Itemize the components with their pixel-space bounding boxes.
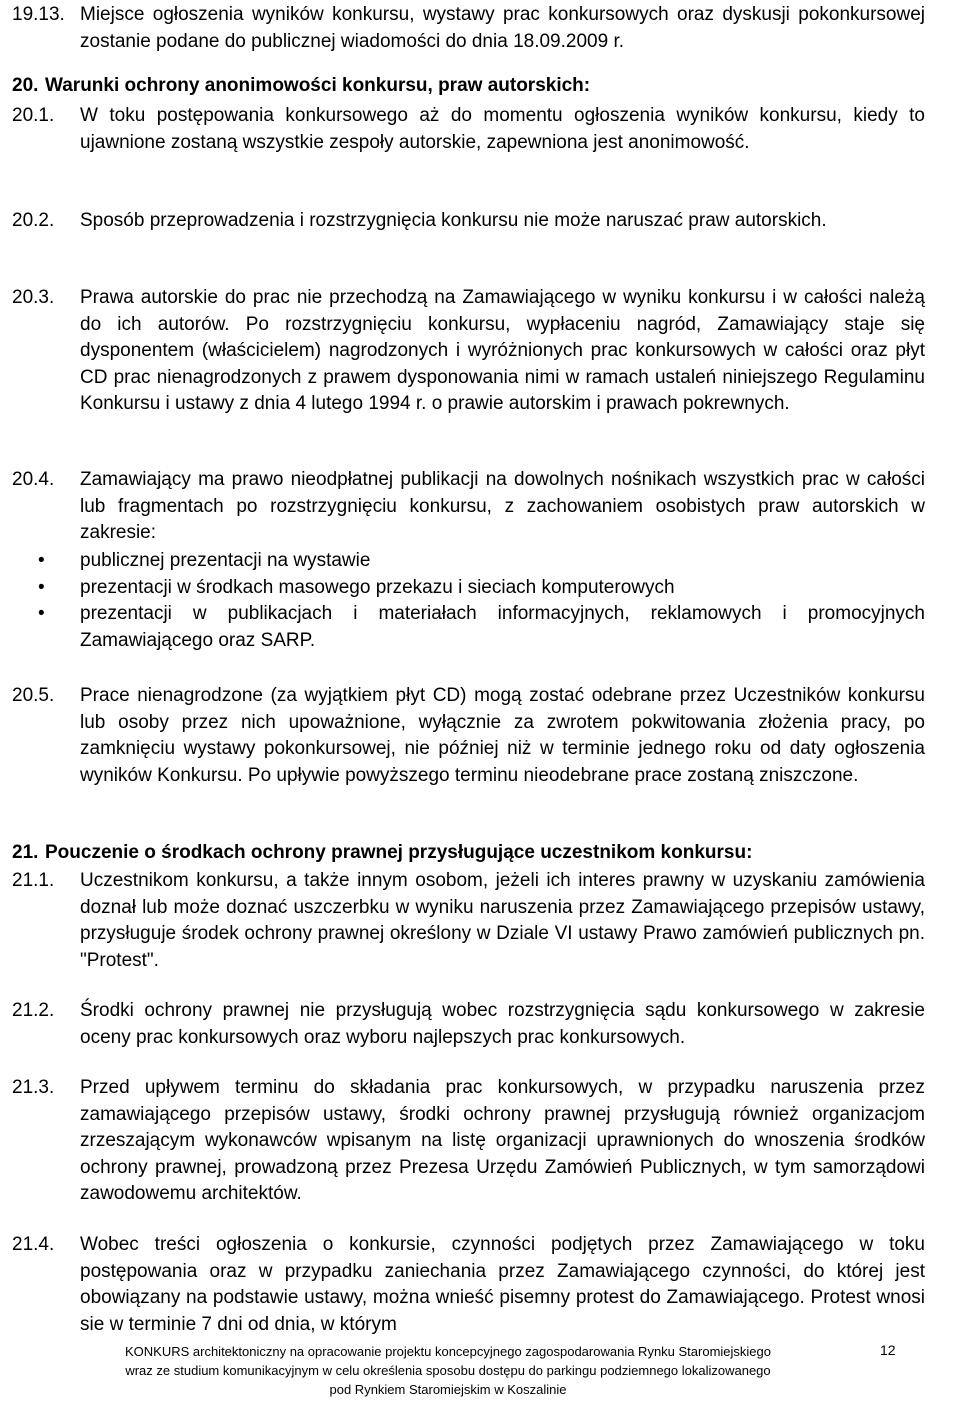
section-20-1 bbox=[12, 103, 925, 156]
section-number: 20.1. bbox=[12, 105, 55, 126]
section-19-13 bbox=[12, 2, 925, 55]
section-21-1 bbox=[12, 868, 925, 974]
section-text: Uczestnikom konkursu, a także innym osobom, jeżeli ich interes prawny w uzyskaniu zamówienia doznał lub może doznać uszczerbku w wyniku naruszenia przez Zamawiającego przepisów ustawy, przysługuje środek ochrony prawnej określony w Dziale VI ustawy Prawo zamówień publicznych pn. "Protest". bbox=[80, 870, 925, 971]
section-21-2 bbox=[12, 998, 925, 1051]
footer-line: pod Rynkiem Staromiejskim w Koszalinie bbox=[329, 1382, 567, 1397]
section-title: Warunki ochrony anonimowości konkursu, praw autorskich: bbox=[45, 75, 591, 96]
footer-line: KONKURS architektoniczny na opracowanie projektu koncepcyjnego zagospodarowania Rynku Staromiejskiego bbox=[124, 1344, 771, 1359]
section-number: 21.3. bbox=[12, 1077, 55, 1098]
list-item-text: prezentacji w środkach masowego przekazu i sieciach komputerowych bbox=[80, 576, 675, 598]
section-21-3 bbox=[12, 1075, 925, 1208]
section-number: 21.2. bbox=[12, 1000, 55, 1021]
footer-line: wraz ze studium komunikacyjnym w celu określenia sposobu dostępu do parkingu podziemnego lokalizowanego bbox=[125, 1363, 771, 1378]
bullet-list bbox=[12, 548, 925, 654]
section-text: Prawa autorskie do prac nie przechodzą na Zamawiającego w wyniku konkursu i w całości należą do ich autorów. Po rozstrzygnięciu konkursu, wypłaceniu nagród, Zamawiający staje się dysponentem (właścicielem) nagrodzonych i wyróżnionych prac konkursowych w całości oraz płyt CD prac nienagrodzonych z prawem dysponowania nimi w ramach ustaleń niniejszego Regulaminu Konkursu i ustawy z dnia 4 lutego 1994 r. o prawie autorskim i prawach pokrewnych. bbox=[80, 287, 925, 414]
section-20-4 bbox=[12, 467, 925, 547]
section-21-heading bbox=[12, 842, 925, 864]
section-text: Przed upływem terminu do składania prac konkursowych, w przypadku naruszenia przez zamawiającego przepisów ustawy, środki ochrony prawnej przysługują również organizacjom zrzeszającym wykonawców wpisanym na listę organizacji uprawnionych do wnoszenia środków ochrony prawnej, prowadzoną przez Prezesa Urzędu Zamówień Publicznych, w tym samorządowi zawodowemu architektów. bbox=[80, 1077, 925, 1204]
section-number: 20.3. bbox=[12, 287, 55, 308]
bullet-icon: • bbox=[38, 603, 45, 624]
section-number: 21. bbox=[12, 842, 39, 863]
list-item-text: prezentacji w publikacjach i materiałach informacyjnych, reklamowych i promocyjnych Zamawiającego oraz SARP. bbox=[80, 603, 925, 651]
bullet-icon: • bbox=[38, 576, 45, 598]
section-20-2 bbox=[12, 208, 925, 235]
section-text: Wobec treści ogłoszenia o konkursie, czynności podjętych przez Zamawiającego w toku postępowania oraz w przypadku zaniechania przez Zamawiającego czynności, do której jest obowiązany na podstawie ustawy, można wnieść pisemny protest do Zamawiającego. Protest wnosi sie w terminie 7 dni od dnia, w którym bbox=[80, 1234, 925, 1335]
section-text: Środki ochrony prawnej nie przysługują wobec rozstrzygnięcia sądu konkursowego w zakresie oceny prac konkursowych oraz wyboru najlepszych prac konkursowych. bbox=[80, 1000, 925, 1048]
section-text: Sposób przeprowadzenia i rozstrzygnięcia konkursu nie może naruszać praw autorskich. bbox=[80, 210, 827, 231]
list-item bbox=[12, 575, 925, 602]
section-number: 20.2. bbox=[12, 210, 55, 231]
section-number: 21.1. bbox=[12, 870, 55, 891]
section-20-5 bbox=[12, 683, 925, 789]
section-text: Miejsce ogłoszenia wyników konkursu, wystawy prac konkursowych oraz dyskusji pokonkursowej zostanie podane do publicznej wiadomości do dnia 18.09.2009 r. bbox=[80, 4, 925, 52]
list-item-text: publicznej prezentacji na wystawie bbox=[80, 550, 371, 571]
section-number: 20.5. bbox=[12, 685, 55, 706]
section-text: Zamawiający ma prawo nieodpłatnej publikacji na dowolnych nośnikach wszystkich prac w całości lub fragmentach po rozstrzygnięciu konkursu, z zachowaniem osobistych praw autorskich w zakresie: bbox=[80, 469, 925, 543]
section-number: 20. bbox=[12, 75, 39, 96]
section-number: 20.4. bbox=[12, 469, 55, 490]
page-footer bbox=[0, 1342, 960, 1402]
section-20-heading bbox=[12, 75, 925, 97]
bullet-icon: • bbox=[38, 550, 45, 571]
section-20-3 bbox=[12, 285, 925, 418]
section-21-4 bbox=[12, 1232, 925, 1338]
section-number: 19.13. bbox=[12, 4, 65, 25]
list-item bbox=[12, 548, 925, 575]
section-number: 21.4. bbox=[12, 1234, 55, 1255]
section-title: Pouczenie o środkach ochrony prawnej przysługujące uczestnikom konkursu: bbox=[45, 842, 753, 863]
page-number: 12 bbox=[880, 1342, 896, 1358]
list-item bbox=[12, 601, 925, 654]
section-text: Prace nienagrodzone (za wyjątkiem płyt CD) mogą zostać odebrane przez Uczestników konkursu lub osoby przez nich upoważnione, wyłącznie za zwrotem pokwitowania złożenia pracy, po zamknięciu wystawy pokonkursowej, nie później niż w terminie jednego roku od daty ogłoszenia wyników Konkursu. Po upływie powyższego terminu nieodebrane prace zostaną zniszczone. bbox=[80, 685, 925, 786]
section-text: W toku postępowania konkursowego aż do momentu ogłoszenia wyników konkursu, kiedy to ujawnione zostaną wszystkie zespoły autorskie, zapewniona jest anonimowość. bbox=[80, 105, 925, 153]
